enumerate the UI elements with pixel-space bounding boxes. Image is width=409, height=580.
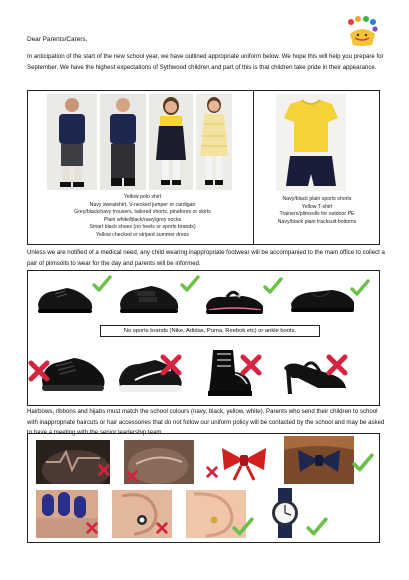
- approved-shoe-brogue: [288, 282, 358, 318]
- cross-icon: [160, 354, 182, 376]
- hair-photo-shaved-pattern: [36, 440, 110, 484]
- uniform-item: Yellow checked or striped summer dress: [96, 231, 189, 238]
- tick-icon: [352, 452, 374, 474]
- hair-photo-red-bow: [212, 440, 276, 484]
- tick-icon: [350, 278, 370, 298]
- uniform-item: Plain white/black/navy/grey socks: [103, 216, 182, 223]
- pe-item: Navy/black plain sports shorts: [282, 196, 352, 202]
- uniform-item: Navy sweatshirt, V-necked jumper or cardigan: [89, 201, 196, 208]
- cross-icon: [156, 522, 168, 534]
- approved-shoe-velcro: [117, 280, 181, 318]
- cross-icon: [206, 466, 218, 478]
- cross-icon: [28, 360, 50, 382]
- cross-icon: [86, 522, 98, 534]
- pe-item: Trainers/plimsolls for outdoor PE: [279, 211, 355, 218]
- tick-icon: [263, 276, 283, 296]
- uniform-divider: [253, 90, 254, 245]
- cross-icon: [240, 354, 262, 376]
- tick-icon: [180, 274, 200, 294]
- uniform-item: Yellow polo shirt: [123, 194, 162, 200]
- no-sports-brands-label: No sports brands (Nike, Adidas, Puma, Reebok etc) or ankle boots.: [100, 325, 320, 337]
- tick-icon: [92, 274, 112, 294]
- uniform-photo-boy-jumper: [47, 94, 97, 190]
- school-logo: [345, 16, 379, 48]
- uniform-photo-girl-summer-dress: [196, 94, 232, 190]
- approved-shoe-mary-jane: [203, 284, 267, 320]
- uniform-list: [40, 194, 245, 240]
- footwear-notice: Unless we are notified of a medical need, any child wearing inappropriate footwear will be accompanied to the main office to collect a pair of plimsolls to wear for the day and parents will be informed.: [27, 249, 385, 267]
- tick-icon: [232, 516, 254, 538]
- uniform-item: Smart black shoes (no heels or sports brands): [89, 224, 196, 231]
- approved-shoe-laced: [35, 282, 95, 318]
- cross-icon: [326, 354, 348, 376]
- tick-icon: [306, 516, 328, 538]
- pe-item: Yellow T-shirt: [301, 203, 333, 210]
- pe-kit-list: [258, 196, 376, 226]
- uniform-photo-boy-sweatshirt: [100, 94, 146, 190]
- hair-notice: Hairbows, ribbons and hijabs must match the school colours (navy, black, yellow, white). Parents who send their children to school with inappropriate haircuts or hair accessories that do not follow our uniform policy will be contacted by the school and may be asked to have a meeting with the senior leadership team.: [27, 408, 385, 436]
- accessory-photo-wristwatch: [258, 488, 312, 538]
- uniform-photo-girl-pinafore: [149, 94, 193, 190]
- pe-item: Navy/black plain tracksuit bottoms: [277, 218, 357, 225]
- cross-icon: [98, 464, 110, 476]
- cross-icon: [126, 470, 138, 482]
- hair-photo-navy-bow: [284, 436, 354, 484]
- uniform-item: Grey/black/navy trousers, tailored shorts, pinafores or skirts: [74, 209, 211, 216]
- pe-kit-photo: [276, 94, 346, 191]
- salutation: Dear Parents/Carers,: [27, 36, 88, 43]
- intro-paragraph: In anticipation of the start of the new school year, we have outlined appropriate uniform below. We hope this will help you prepare for September. We have the highest expectations of Sythwood children and part of this is that children take pride in their appearance.: [27, 53, 384, 71]
